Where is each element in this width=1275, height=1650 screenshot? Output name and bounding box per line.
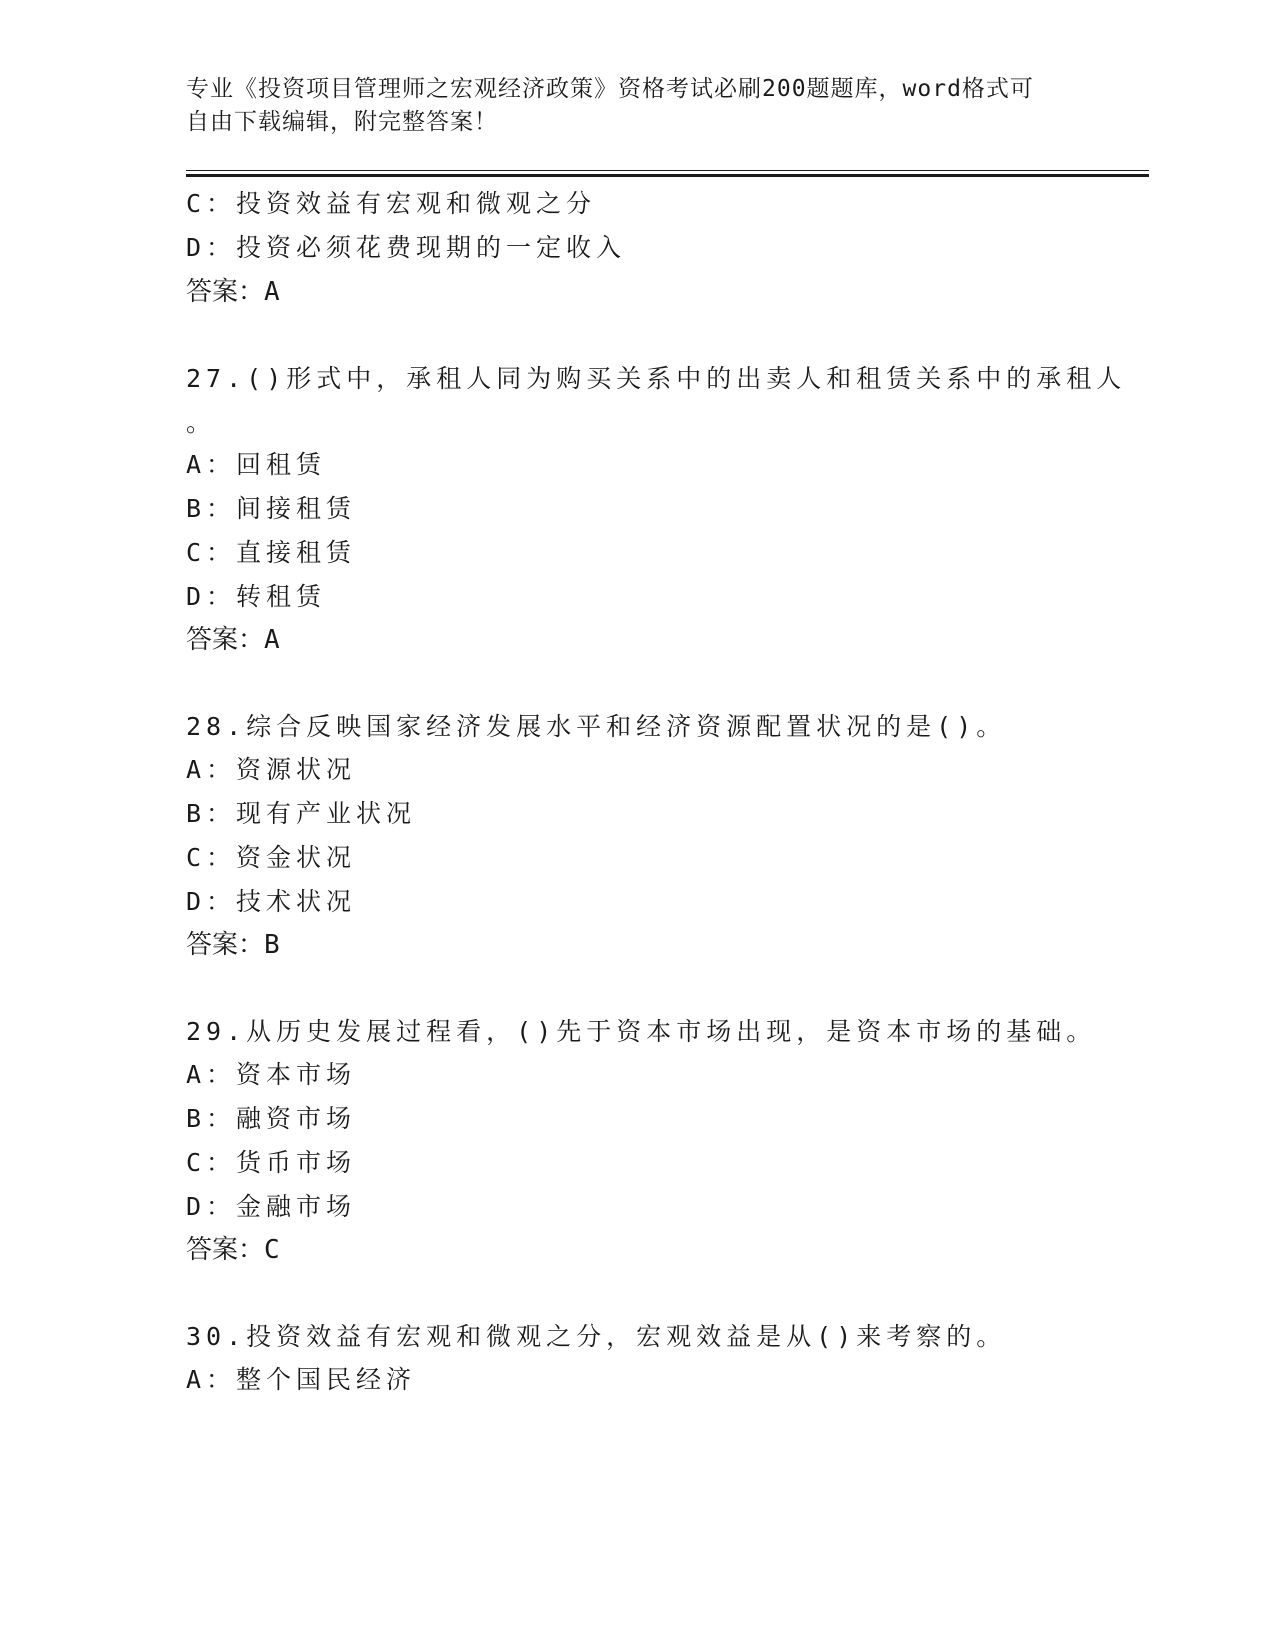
answer-label: 答案：	[186, 625, 265, 655]
answer-line	[186, 277, 280, 307]
question-stem: 29.从历史发展过程看，()先于资本市场出现，是资本市场的基础。	[186, 1017, 1097, 1046]
option-a: A：资源状况	[186, 755, 357, 784]
question-stem-continued: 。	[186, 408, 217, 437]
question-stem: 30.投资效益有宏观和微观之分，宏观效益是从()来考察的。	[186, 1322, 1007, 1351]
option-d: D：转租赁	[186, 582, 327, 611]
option-c: C：直接租赁	[186, 538, 357, 567]
answer-value: C	[264, 1235, 280, 1265]
answer-value: A	[264, 277, 280, 307]
option-b: B：现有产业状况	[186, 799, 417, 828]
option-c: C：投资效益有宏观和微观之分	[186, 189, 597, 218]
answer-value: A	[264, 625, 280, 655]
answer-label: 答案：	[186, 1235, 265, 1265]
question-stem: 27.()形式中，承租人同为购买关系中的出卖人和租赁关系中的承租人	[186, 364, 1127, 393]
answer-label: 答案：	[186, 277, 265, 307]
option-a: A：资本市场	[186, 1060, 357, 1089]
option-d: D：投资必须花费现期的一定收入	[186, 233, 627, 262]
header-line-2: 自由下载编辑，附完整答案！	[186, 109, 498, 135]
answer-line	[186, 930, 280, 960]
answer-value: B	[264, 930, 280, 960]
option-c: C：货币市场	[186, 1148, 357, 1177]
option-d: D：技术状况	[186, 887, 357, 916]
option-a: A：回租赁	[186, 450, 327, 479]
question-stem: 28.综合反映国家经济发展水平和经济资源配置状况的是()。	[186, 712, 1007, 741]
option-d: D：金融市场	[186, 1192, 357, 1221]
option-b: B：融资市场	[186, 1104, 357, 1133]
header-rule-thin	[186, 170, 1149, 171]
option-c: C：资金状况	[186, 843, 357, 872]
header-title	[186, 73, 1066, 139]
answer-line	[186, 1235, 280, 1265]
answer-line	[186, 625, 280, 655]
answer-label: 答案：	[186, 930, 265, 960]
header-line-1: 专业《投资项目管理师之宏观经济政策》资格考试必刷200题题库，word格式可	[186, 76, 1034, 102]
header-rule-thick	[186, 174, 1149, 177]
option-b: B：间接租赁	[186, 494, 357, 523]
option-a: A：整个国民经济	[186, 1365, 417, 1394]
